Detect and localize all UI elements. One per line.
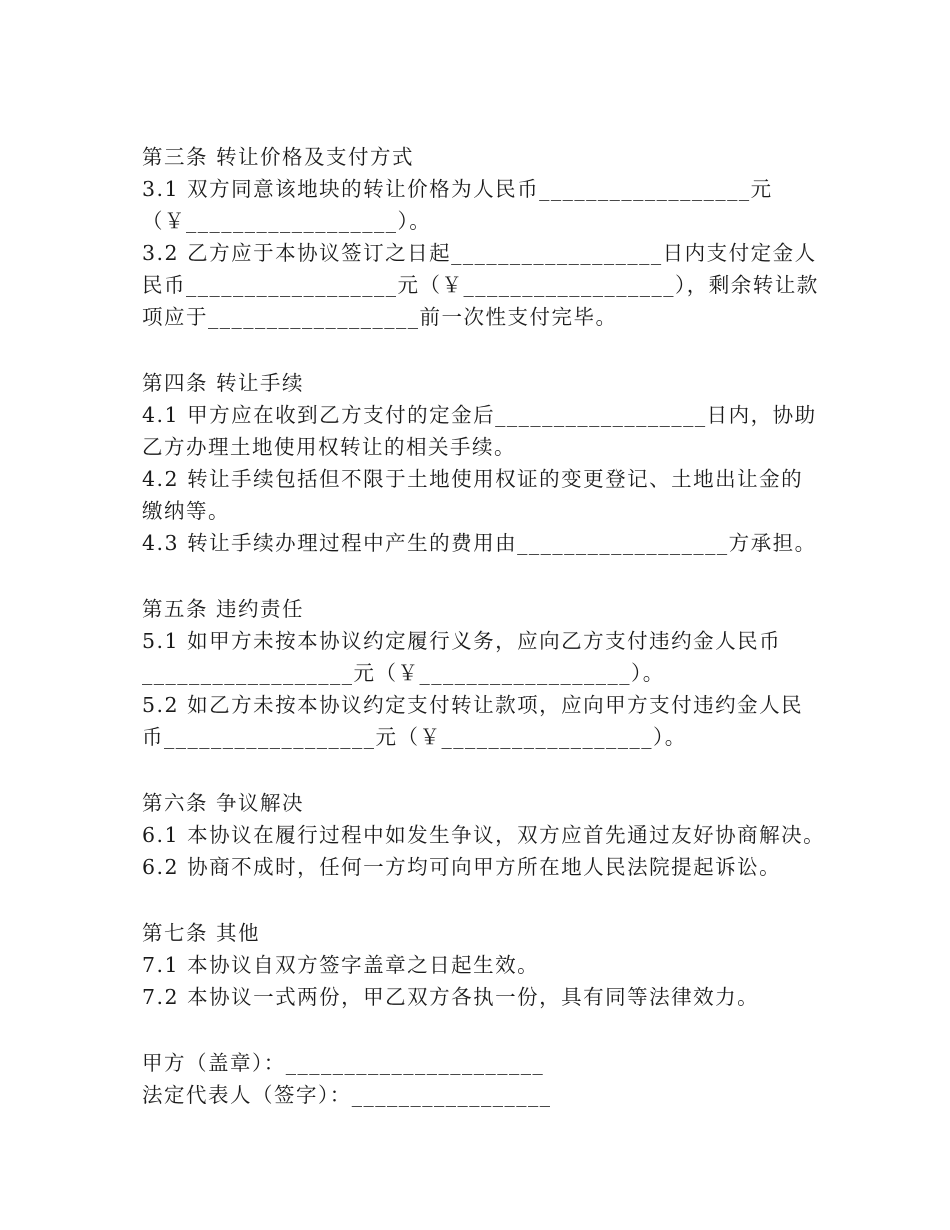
legal-representative-signature-line: 法定代表人（签字）：_________________ [142,1083,552,1107]
clause-line: 6.2 协商不成时，任何一方均可向甲方所在地人民法院提起诉讼。 [142,855,782,879]
clause-line: 5.2 如乙方未按本协议约定支付转让款项，应向甲方支付违约金人民 [142,693,804,717]
agreement-page [142,141,842,1111]
clause-line: 项应于__________________前一次性支付完毕。 [142,305,618,329]
section-article-4 [142,367,842,559]
clause-line: 6.1 本协议在履行过程中如发生争议，双方应首先通过友好协商解决。 [142,823,826,847]
section-title: 第六条 争议解决 [142,791,305,815]
section-spacer [142,333,842,367]
section-article-3 [142,141,842,333]
clause-line: 民币__________________元（￥__________________），剩余转让款 [142,273,819,297]
section-title: 第五条 违约责任 [142,597,305,621]
section-spacer [142,1013,842,1047]
clause-line: 4.1 甲方应在收到乙方支付的定金后__________________日内，协助 [142,403,817,427]
section-spacer [142,559,842,593]
clause-line: 3.1 双方同意该地块的转让价格为人民币__________________元 [142,177,773,201]
clause-line: 3.2 乙方应于本协议签订之日起__________________日内支付定金人 [142,241,817,265]
signature-block [142,1047,842,1111]
section-article-5 [142,593,842,753]
clause-line: 4.2 转让手续包括但不限于土地使用权证的变更登记、土地出让金的 [142,467,804,491]
clause-line: 乙方办理土地使用权转让的相关手续。 [142,435,516,459]
section-spacer [142,753,842,787]
clause-line: （￥__________________）。 [142,209,432,233]
section-title: 第四条 转让手续 [142,371,305,395]
clause-line: 7.1 本协议自双方签字盖章之日起生效。 [142,953,540,977]
clause-line: 7.2 本协议一式两份，甲乙双方各执一份，具有同等法律效力。 [142,985,760,1009]
clause-line: 5.1 如甲方未按本协议约定履行义务，应向乙方支付违约金人民币 [142,629,782,653]
section-article-6 [142,787,842,883]
clause-line: 币__________________元（￥__________________）。 [142,725,687,749]
section-article-7 [142,917,842,1013]
clause-line: __________________元（￥__________________）。 [142,661,665,685]
clause-line: 缴纳等。 [142,499,230,523]
section-title: 第三条 转让价格及支付方式 [142,145,415,169]
section-title: 第七条 其他 [142,921,261,945]
section-spacer [142,883,842,917]
clause-line: 4.3 转让手续办理过程中产生的费用由__________________方承担。 [142,531,817,555]
party-a-seal-line: 甲方（盖章）：______________________ [142,1051,545,1075]
